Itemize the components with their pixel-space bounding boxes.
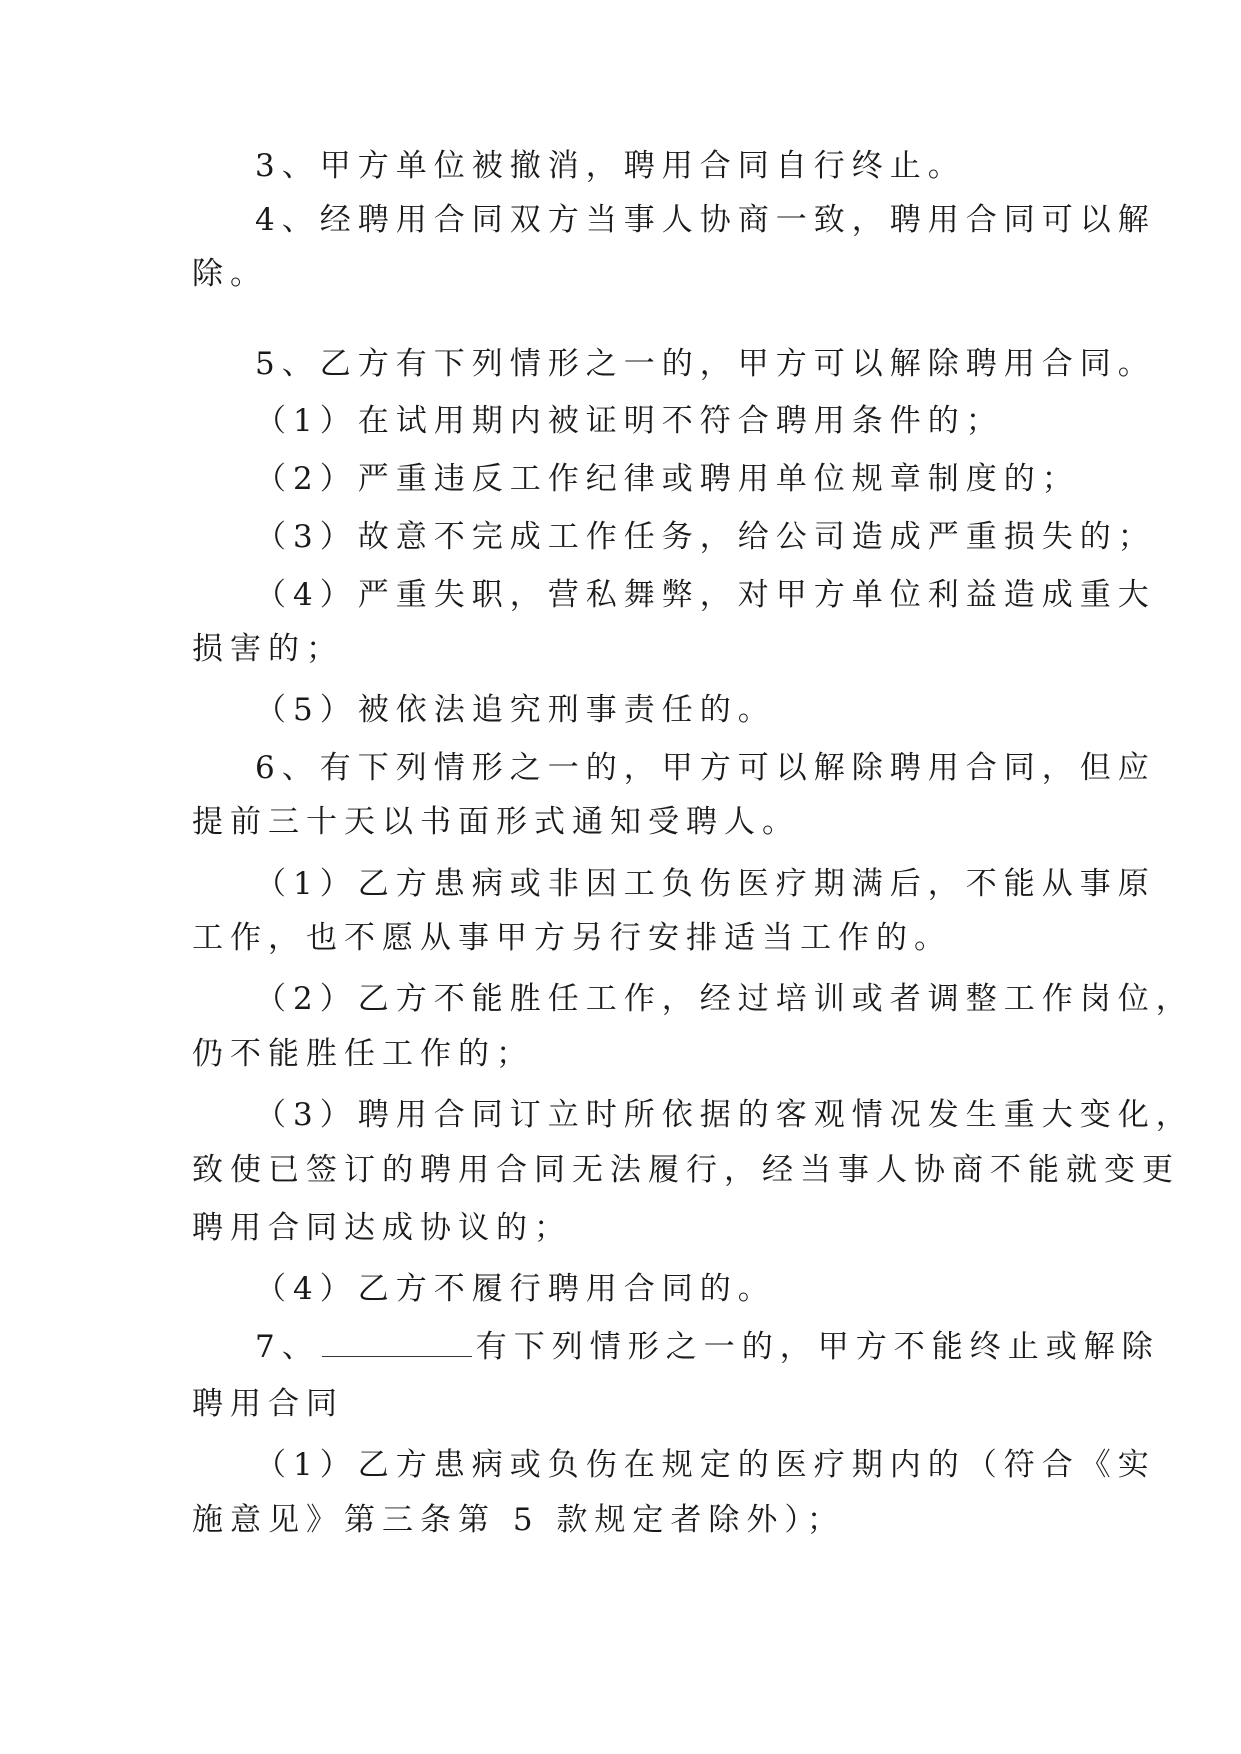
paragraph-line: （2）乙方不能胜任工作，经过培训或者调整工作岗位， [255, 981, 1194, 1017]
paragraph-line: 聘用合同达成协议的； [192, 1210, 572, 1246]
paragraph-line: 5、乙方有下列情形之一的，甲方可以解除聘用合同。 [255, 346, 1156, 382]
paragraph-line: （1）乙方患病或负伤在规定的医疗期内的（符合《实 [255, 1447, 1156, 1483]
paragraph-line: 除。 [192, 256, 268, 292]
paragraph-line: （1）在试用期内被证明不符合聘用条件的； [255, 403, 1004, 439]
paragraph-line-with-blank [255, 1327, 1160, 1367]
paragraph-line: 仍不能胜任工作的； [192, 1036, 534, 1072]
paragraph-line: 4、经聘用合同双方当事人协商一致，聘用合同可以解 [255, 202, 1156, 238]
paragraph-line: 聘用合同 [192, 1386, 344, 1422]
paragraph-line: 施意见》第三条第 5 款规定者除外）； [192, 1502, 845, 1538]
paragraph-line: 工作，也不愿从事甲方另行安排适当工作的。 [192, 920, 952, 956]
paragraph-line: 致使已签订的聘用合同无法履行，经当事人协商不能就变更 [192, 1152, 1180, 1188]
clause-number: 7、 [255, 1329, 320, 1365]
paragraph-line: （5）被依法追究刑事责任的。 [255, 692, 776, 728]
paragraph-line: （1）乙方患病或非因工负伤医疗期满后，不能从事原 [255, 866, 1156, 902]
paragraph-line: （4）严重失职，营私舞弊，对甲方单位利益造成重大 [255, 577, 1156, 613]
paragraph-line: 损害的； [192, 631, 344, 667]
fill-in-blank [322, 1330, 472, 1357]
paragraph-line: （3）聘用合同订立时所依据的客观情况发生重大变化， [255, 1097, 1194, 1133]
paragraph-line: 3、甲方单位被撤消，聘用合同自行终止。 [255, 148, 966, 184]
clause-text: 有下列情形之一的，甲方不能终止或解除 [475, 1329, 1160, 1365]
paragraph-line: 提前三十天以书面形式通知受聘人。 [192, 804, 800, 840]
paragraph-line: 6、有下列情形之一的，甲方可以解除聘用合同，但应 [255, 750, 1156, 786]
paragraph-line: （4）乙方不履行聘用合同的。 [255, 1271, 776, 1307]
paragraph-line: （3）故意不完成工作任务，给公司造成严重损失的； [255, 519, 1156, 555]
paragraph-line: （2）严重违反工作纪律或聘用单位规章制度的； [255, 461, 1080, 497]
